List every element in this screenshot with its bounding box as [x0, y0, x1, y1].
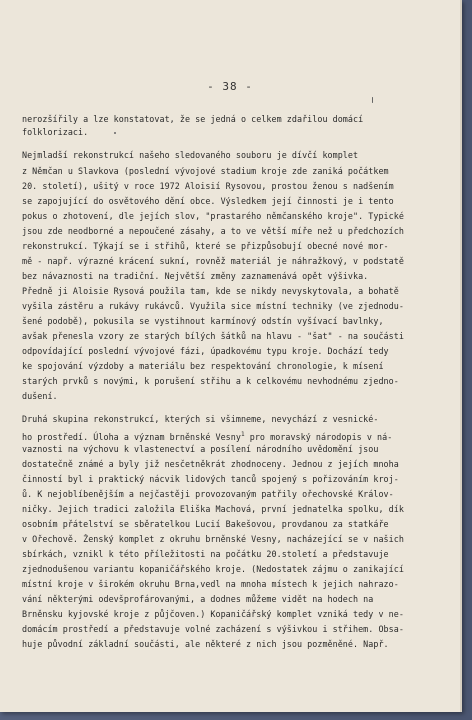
text-line: domácím prostředí a představuje volné zacházení s výšivkou i střihem. Obsa-	[22, 624, 404, 634]
text-line: Brněnsku kyjovské kroje z půjčoven.) Kopaničářský komplet vzniká tedy v ne-	[22, 609, 404, 619]
text-line: mě - např. výrazné krácení sukní, rovněž materiál je náhražkový, v podstatě	[22, 256, 404, 266]
text-line: z Němčan u Slavkova (poslední vývojové stadium kroje zde zaniká počátkem	[22, 166, 389, 176]
text-line: místní kroje v širokém okruhu Brna,vedl na mnoha místech k jejich nahrazo-	[22, 579, 399, 589]
text-line: jsou zde neodborné a nepoučené zásahy, a to ve větší míře než u předchozích	[22, 226, 404, 236]
text-line: vání některými odevšprofárovanými, a dodnes můžeme vidět na hodech na	[22, 594, 374, 604]
text-line: Předně ji Aloisie Rysová použila tam, kde se nikdy nevyskytovala, a bohatě	[22, 286, 399, 296]
text-line: pokus o zhotovení, dle jejích slov, "prastarého němčanského kroje". Typické	[22, 211, 404, 221]
text-line: rekonstrukcí. Týkají se i střihů, které se přizpůsobují obecné nové mor-	[22, 241, 389, 251]
text-line: vaznosti na výchovu k vlastenectví a posílení národního uvědomění jsou	[22, 444, 379, 454]
text-segment: ho prostředí. Úloha a význam brněnské Vesny	[22, 431, 241, 442]
text-line: osobním přátelství se sběratelkou Lucií Bakešovou, provdanou za statkáře	[22, 519, 389, 529]
text-line: šené podobě), pokusila se vystihnout karmínový odstín vyšívací bavlnky,	[22, 316, 384, 326]
text-segment: pro moravský národopis v ná-	[244, 431, 393, 442]
ink-speck	[114, 132, 116, 134]
text-line: huje původní základní součásti, ale některé z nich jsou pozměněné. Např.	[22, 639, 389, 649]
text-line: bez návaznosti na tradiční. Největší změny zaznamenává opět výšivka.	[22, 271, 369, 281]
text-line: folklorizaci.	[22, 127, 89, 137]
text-line: ničky. Jejich tradici založila Eliška Machová, první jednatelka spolku, dík	[22, 504, 404, 514]
text-line: ů. K nejoblíbenějším a nejčastěji provozovaným patřily ořechovské Králov-	[22, 489, 394, 499]
text-line: odpovídající poslední vývojové fázi, úpadkovému typu kroje. Dochází tedy	[22, 346, 389, 356]
text-line: v Ořechově. Ženský komplet z okruhu brněnské Vesny, nacházející se v našich	[22, 534, 404, 544]
text-line: avšak přenesla vzory ze starých bílých šátků na hlavu - "šat" - na součásti	[22, 331, 404, 341]
text-line: starých prvků s novými, k porušení střihu a k celkovému nevhodnému zjedno-	[22, 376, 399, 386]
text-line: Nejmladší rekonstrukcí našeho sledovaného souboru je dívčí komplet	[22, 150, 359, 160]
text-line: 20. století), ušitý v roce 1972 Aloisií Rysovou, prostou ženou s nadšením	[22, 181, 394, 191]
text-line: zjednodušenou variantu kopaničářského kroje. (Nedostatek zájmu o zanikající	[22, 564, 404, 574]
text-line: ke spojování výzdoby a materiálu bez respektování chronologie, k mísení	[22, 361, 384, 371]
footnote-marker: 1	[240, 431, 245, 438]
text-line: vyšila zástěru a rukávy rukávců. Využila sice místní techniky (ve zjednodu-	[22, 301, 404, 311]
text-line: sbírkách, vznikl k této příležitosti na počátku 20.století a představuje	[22, 549, 389, 559]
text-line: se zapojující do osvětového dění obce. Výsledkem její činnosti je i tento	[22, 196, 394, 206]
ink-mark	[372, 97, 373, 103]
text-line	[22, 429, 442, 443]
page-number: - 38 -	[207, 80, 253, 93]
text-line: dušení.	[22, 391, 58, 401]
text-line: Druhá skupina rekonstrukcí, kterých si všimneme, nevychází z vesnické-	[22, 414, 379, 424]
text-line: dostatečně známé a byly již nesčetněkrát zhodnoceny. Jednou z jejích mnoha	[22, 459, 399, 469]
text-line: nerozšířily a lze konstatovat, že se jedná o celkem zdařilou domácí	[22, 114, 364, 124]
text-line: činností byl i praktický nácvik lidových tanců spojený s pořizováním kroj-	[22, 474, 399, 484]
